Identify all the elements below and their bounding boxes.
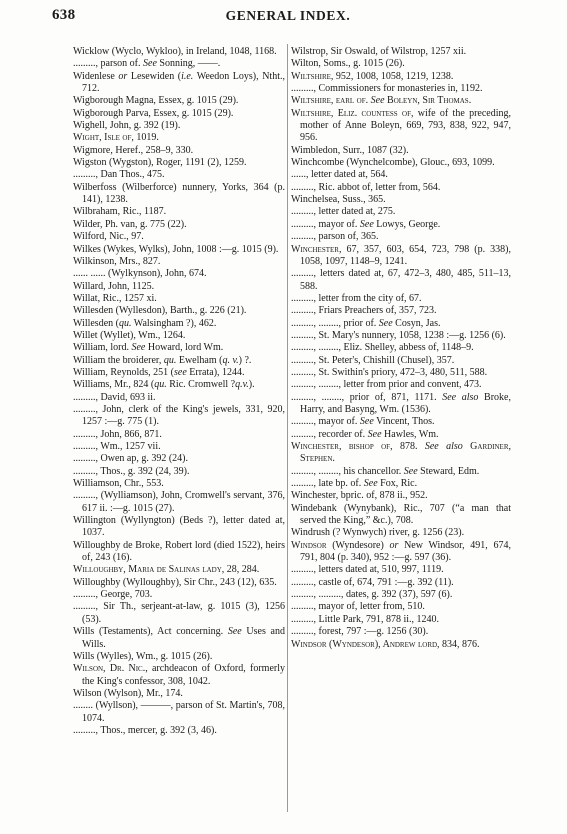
entry-text: ........., Little Park, 791, 878 ii., 1240. xyxy=(291,613,440,625)
index-entry xyxy=(73,663,285,688)
entry-text: Ric. Cromwell ? xyxy=(166,379,236,391)
index-entry xyxy=(73,725,285,737)
index-entry xyxy=(73,71,285,96)
entry-text: ........., ........., dates, g. 392 (37), 597 (6). xyxy=(291,589,453,601)
entry-text: Willet (Wyllet), Wm., 1264. xyxy=(73,329,186,341)
entry-text: Broke, Harry, and Basyng, Wm. (1536). xyxy=(300,391,511,415)
entry-text: Howard, lord Wm. xyxy=(145,342,224,354)
index-entry xyxy=(291,342,511,354)
index-entry xyxy=(73,478,285,490)
index-entry xyxy=(291,355,511,367)
entry-text: ........., mayor of. xyxy=(291,416,360,428)
index-entry xyxy=(291,639,511,651)
index-entry xyxy=(291,182,511,194)
entry-text: ........., (Wylliamson), John, Cromwell's servant, 376, 617 ii. :—g. 1015 (27). xyxy=(73,490,285,514)
entry-text: Wilkinson, Mrs., 827. xyxy=(73,255,161,267)
index-entry xyxy=(291,244,511,269)
index-entry xyxy=(73,169,285,181)
entry-text: Fox, Ric. xyxy=(377,478,418,490)
index-entry xyxy=(73,540,285,565)
index-entry xyxy=(73,120,285,132)
index-entry xyxy=(73,564,285,576)
entry-text: See also xyxy=(442,391,479,403)
entry-text: see xyxy=(173,366,187,378)
entry-text: Steward, Edm. xyxy=(417,465,480,477)
entry-text: ......, letter dated at, 564. xyxy=(291,169,388,181)
index-entry xyxy=(73,441,285,453)
entry-text: ........., St. Swithin's priory, 472–3, 480, 511, 588. xyxy=(291,366,488,378)
entry-text: ........., St. Mary's nunnery, 1058, 1238 :—g. 1256 (6). xyxy=(291,329,506,341)
entry-text: Winchelsea, Suss., 365. xyxy=(291,194,386,206)
entry-text: Willington (Wyllyngton) (Beds ?), letter dated at, 1037. xyxy=(73,515,285,539)
entry-text: Uses and Wills. xyxy=(82,626,285,650)
page-title: GENERAL INDEX. xyxy=(225,8,351,23)
entry-text: ........., Commissioners for monasteries in, 1192. xyxy=(291,83,483,95)
index-entry xyxy=(73,231,285,243)
page-number: 638 xyxy=(52,7,76,23)
entry-text: ........., Ric. abbot of, letter from, 564. xyxy=(291,181,441,193)
entry-text: i.e. xyxy=(181,70,194,82)
entry-text: ........., David, 693 ii. xyxy=(73,391,156,403)
entry-text: ........., ........, his chancellor. xyxy=(291,465,404,477)
entry-text: ........., John, clerk of the King's jewels, 331, 920, 1257 :—g. 775 (1). xyxy=(73,403,285,428)
index-entry xyxy=(73,367,285,379)
index-entry xyxy=(291,318,511,330)
entry-text: See also xyxy=(424,441,463,452)
index-entry xyxy=(291,490,511,502)
entry-text: ........., Thos., g. 392 (24, 39). xyxy=(73,465,190,477)
entry-text: Wilbraham, Ric., 1187. xyxy=(73,206,167,218)
index-entry xyxy=(291,157,511,169)
index-entry xyxy=(73,453,285,465)
entry-text: , 28, 284. xyxy=(221,564,260,576)
index-entry xyxy=(73,688,285,700)
index-entry xyxy=(73,157,285,169)
entry-text: Wigmore, Heref., 258–9, 330. xyxy=(73,144,194,156)
entry-text: ...... ...... (Wylkynson), John, 674. xyxy=(73,268,207,280)
entry-text: Willoughby de Broke, Robert lord (died 1522), heirs of, 243 (16). xyxy=(73,539,285,564)
index-entry xyxy=(73,700,285,725)
index-entry xyxy=(73,206,285,218)
entry-text: Sonning, ——. xyxy=(156,58,221,70)
entry-text: See xyxy=(370,95,385,107)
index-entry xyxy=(73,108,285,120)
left-column xyxy=(73,46,285,826)
index-entry xyxy=(73,318,285,330)
entry-text: Widenlese xyxy=(73,70,119,82)
index-entry xyxy=(291,429,511,441)
entry-text: ) ?. xyxy=(238,354,252,366)
entry-text: ........., parson of. xyxy=(73,58,143,70)
entry-text: William the broiderer, xyxy=(73,354,164,366)
entry-text: Wilton, Soms., g. 1015 (26). xyxy=(291,58,405,70)
index-entry xyxy=(73,132,285,144)
index-entry xyxy=(291,231,511,243)
entry-text: Wilson (Wylson), Mr., 174. xyxy=(73,687,183,699)
entry-text: qu. xyxy=(163,354,177,366)
entry-text: Boleyn, Sir Thomas. xyxy=(387,95,472,107)
index-entry xyxy=(291,95,511,107)
entry-text: ........., Thos., mercer, g. 392 (3, 46). xyxy=(73,724,217,736)
index-entry xyxy=(73,145,285,157)
index-entry xyxy=(291,293,511,305)
entry-text: Wilstrop, Sir Oswald, of Wilstrop, 1257 xii. xyxy=(291,46,467,57)
index-entry xyxy=(73,404,285,429)
right-column xyxy=(291,46,511,826)
entry-text: Wills (Wylles), Wm., g. 1015 (26). xyxy=(73,650,213,662)
index-entry xyxy=(291,577,511,589)
entry-text: Williams, Mr., 824 ( xyxy=(73,379,155,391)
index-entry xyxy=(291,108,511,145)
entry-text: , 952, 1008, 1058, 1219, 1238. xyxy=(330,70,454,82)
entry-text: Lowys, George. xyxy=(373,218,441,230)
entry-text: See xyxy=(403,465,418,477)
entry-text: See xyxy=(131,342,146,354)
entry-text: Windebank (Wynybank), Ric., 707 (“a man that served the King,” &c.), 708. xyxy=(291,502,511,527)
index-entry xyxy=(291,392,511,417)
entry-text: Wilkes (Wykes, Wylks), John, 1008 :—g. 1015 (9). xyxy=(73,243,279,255)
index-entry xyxy=(73,219,285,231)
index-entry xyxy=(291,466,511,478)
entry-text: ........., forest, 797 :—g. 1256 (30). xyxy=(291,626,429,638)
index-entry xyxy=(73,182,285,207)
index-entry xyxy=(73,256,285,268)
entry-text: See xyxy=(367,428,382,440)
index-entry xyxy=(73,355,285,367)
entry-text: See xyxy=(363,478,378,490)
index-entry xyxy=(73,58,285,70)
entry-text: Windsor xyxy=(291,539,327,551)
entry-text: qu. xyxy=(154,379,167,391)
entry-text: ........., St. Peter's, Chishill (Chusel), 357. xyxy=(291,354,455,366)
entry-text: Willesden ( xyxy=(73,317,119,329)
entry-text: ........., letter from the city of, 67. xyxy=(291,292,422,304)
entry-text: Windrush (? Wynwych) river, g. 1256 (23). xyxy=(291,527,465,539)
index-entry xyxy=(291,564,511,576)
index-entry xyxy=(291,83,511,95)
entry-text: ........., letters dated at, 510, 997, 1119. xyxy=(291,564,444,576)
entry-text: Ewelham ( xyxy=(176,354,223,366)
index-entry xyxy=(73,268,285,280)
entry-text: Williamson, Chr., 553. xyxy=(73,478,164,490)
entry-text: Lesewiden ( xyxy=(127,70,182,82)
index-entry xyxy=(291,268,511,293)
index-entry xyxy=(291,503,511,528)
index-entry xyxy=(291,441,511,466)
entry-text: Willoughby (Wylloughby), Sir Chr., 243 (12), 635. xyxy=(73,576,277,588)
index-entry xyxy=(291,169,511,181)
entry-text: Willesden (Wyllesdon), Barth., g. 226 (21). xyxy=(73,305,247,317)
entry-text: , 878. xyxy=(390,441,425,452)
entry-text: ........., Sir Th., serjeant-at-law, g. 1015 (3), 1256 (53). xyxy=(73,601,285,625)
entry-text: ........., letter dated at, 275. xyxy=(291,206,396,218)
entry-text: ........., John, 866, 871. xyxy=(73,428,162,440)
index-entry xyxy=(73,342,285,354)
index-entry xyxy=(73,490,285,515)
index-entry xyxy=(291,145,511,157)
index-entry xyxy=(291,601,511,613)
entry-text: Winchester, bishop of xyxy=(291,441,391,452)
index-entry xyxy=(291,416,511,428)
index-entry xyxy=(73,577,285,589)
index-entry xyxy=(291,614,511,626)
entry-text: , 67, 357, 603, 654, 723, 798 (p. 338), 1058, 1097, 1148–9, 1241. xyxy=(300,243,511,267)
entry-text: Wiltshire xyxy=(291,70,331,82)
entry-text: Winchester, bpric. of, 878 ii., 952. xyxy=(291,490,428,502)
index-entry xyxy=(291,478,511,490)
entry-text: ........., Wm., 1257 vii. xyxy=(73,441,161,452)
index-entry xyxy=(73,466,285,478)
index-entry xyxy=(291,540,511,565)
index-entry xyxy=(73,305,285,317)
entry-text: Winchester xyxy=(291,243,339,255)
index-entry xyxy=(73,651,285,663)
entry-text: Wighell, John, g. 392 (19). xyxy=(73,120,181,132)
index-entry xyxy=(291,194,511,206)
entry-text: ........., castle of, 674, 791 :—g. 392 (11). xyxy=(291,576,454,588)
entry-text: New Windsor, 491, 674, 791, 804 (p. 340), 952 :—g. 597 (36). xyxy=(300,539,511,564)
entry-text: Cosyn, Jas. xyxy=(392,317,441,329)
index-entry xyxy=(73,46,285,58)
index-entry xyxy=(73,293,285,305)
entry-text: ........., Dan Thos., 475. xyxy=(73,169,165,181)
index-entry xyxy=(73,244,285,256)
entry-text: q.v. xyxy=(235,379,249,391)
index-entry xyxy=(291,626,511,638)
index-entry xyxy=(291,206,511,218)
entry-text: ........., mayor of, letter from, 510. xyxy=(291,601,425,613)
index-entry xyxy=(73,429,285,441)
index-entry xyxy=(73,281,285,293)
entry-text: Willard, John, 1125. xyxy=(73,280,155,292)
entry-text: , 1019. xyxy=(131,132,159,144)
index-entry xyxy=(73,626,285,651)
entry-text: Winchcombe (Wynchelcombe), Glouc., 693, 1099. xyxy=(291,157,495,169)
column-divider xyxy=(287,44,288,812)
entry-text: (Wyndesore) xyxy=(326,539,390,551)
entry-text: ........., ........, prior of, 871, 1171. xyxy=(291,391,443,403)
entry-text: Wilson, Dr. Nic. xyxy=(73,663,146,675)
entry-text: Hawles, Wm. xyxy=(381,428,439,440)
entry-text: Wilberfoss (Wilberforce) nunnery, Yorks, 364 (p. 141), 1238. xyxy=(73,181,285,206)
index-entry xyxy=(291,46,511,58)
entry-text: Weedon Loys), Ntht., 712. xyxy=(82,70,285,95)
entry-text: ........., recorder of. xyxy=(291,428,368,440)
entry-text: ........., Friars Preachers of, 357, 723. xyxy=(291,305,437,317)
entry-text: Gardiner, Stephen. xyxy=(300,441,511,465)
entry-text: ........., late bp. of. xyxy=(291,478,364,490)
index-entry xyxy=(291,527,511,539)
entry-text: Wills (Testaments), Act concerning. xyxy=(73,626,228,638)
index-entry xyxy=(291,305,511,317)
entry-text: Willat, Ric., 1257 xi. xyxy=(73,292,157,304)
index-entry xyxy=(73,392,285,404)
index-entry xyxy=(73,515,285,540)
entry-text: ........., ........, letter from prior and convent, 473. xyxy=(291,379,482,391)
entry-text: Vincent, Thos. xyxy=(373,416,435,428)
entry-text: William, Reynolds, 251 ( xyxy=(73,366,174,378)
entry-text: Willoughby, Maria de Salinas lady xyxy=(73,564,222,576)
entry-text: Wiltshire, Eliz. countess of xyxy=(291,107,411,119)
entry-text: Wight, Isle of xyxy=(73,132,132,144)
entry-text: ........ (Wyllson), ———, parson of St. Martin's, 708, 1074. xyxy=(73,700,285,724)
entry-text: Walsingham ?), 462. xyxy=(131,317,217,329)
entry-text: See xyxy=(359,416,374,428)
entry-text: Wigston (Wygston), Roger, 1191 (2), 1259. xyxy=(73,157,247,169)
entry-text: Wigborough Magna, Essex, g. 1015 (29). xyxy=(73,95,239,107)
entry-text: ). xyxy=(248,379,255,391)
index-entry xyxy=(73,95,285,107)
entry-text: ........., letters dated at, 67, 472–3, 480, 485, 511–13, 588. xyxy=(291,268,511,292)
entry-text: , archdeacon of Oxford, formerly the King's confessor, 308, 1042. xyxy=(82,663,285,687)
entry-text: Wicklow (Wyclo, Wykloo), in Ireland, 1048, 1168. xyxy=(73,46,277,57)
index-entry xyxy=(73,379,285,391)
index-entry xyxy=(73,601,285,626)
entry-text: See xyxy=(359,218,374,230)
index-entry xyxy=(291,589,511,601)
entry-text: See xyxy=(227,626,242,638)
entry-text: or xyxy=(389,539,399,551)
entry-text: ........., George, 703. xyxy=(73,589,153,601)
entry-text: q. v. xyxy=(222,354,239,366)
entry-text: See xyxy=(378,317,393,329)
entry-text: ........., mayor of. xyxy=(291,218,360,230)
index-entry xyxy=(291,58,511,70)
index-entry xyxy=(291,219,511,231)
entry-text: qu. xyxy=(118,317,132,329)
entry-text: Wiltshire, earl of. xyxy=(291,95,369,107)
entry-text: or xyxy=(118,70,128,82)
index-entry xyxy=(291,71,511,83)
entry-text: Errata), 1244. xyxy=(186,366,245,378)
entry-text: ........., ........, Eliz. Shelley, abbess of, 1148–9. xyxy=(291,342,474,354)
entry-text: Wilder, Ph. van, g. 775 (22). xyxy=(73,218,187,230)
entry-text: , wife of the preceding, mother of Anne Boleyn, 669, 793, 838, 922, 947, 956. xyxy=(300,107,511,144)
index-entry xyxy=(291,367,511,379)
entry-text: ........., Owen ap, g. 392 (24). xyxy=(73,453,188,465)
entry-text: See xyxy=(143,58,157,70)
index-entry xyxy=(73,589,285,601)
entry-text: ........., parson of, 365. xyxy=(291,231,379,243)
entry-text: Windsor (Wyndesor), Andrew lord xyxy=(291,638,438,650)
entry-text: ........., ........, prior of. xyxy=(291,317,379,329)
entry-text: Wimbledon, Surr., 1087 (32). xyxy=(291,144,409,156)
entry-text: Wilford, Nic., 97. xyxy=(73,231,144,243)
entry-text: Wigborough Parva, Essex, g. 1015 (29). xyxy=(73,107,234,119)
entry-text: William, lord. xyxy=(73,342,132,354)
entry-text: , 834, 876. xyxy=(437,638,480,650)
index-entry xyxy=(291,379,511,391)
index-entry xyxy=(291,330,511,342)
index-entry xyxy=(73,330,285,342)
